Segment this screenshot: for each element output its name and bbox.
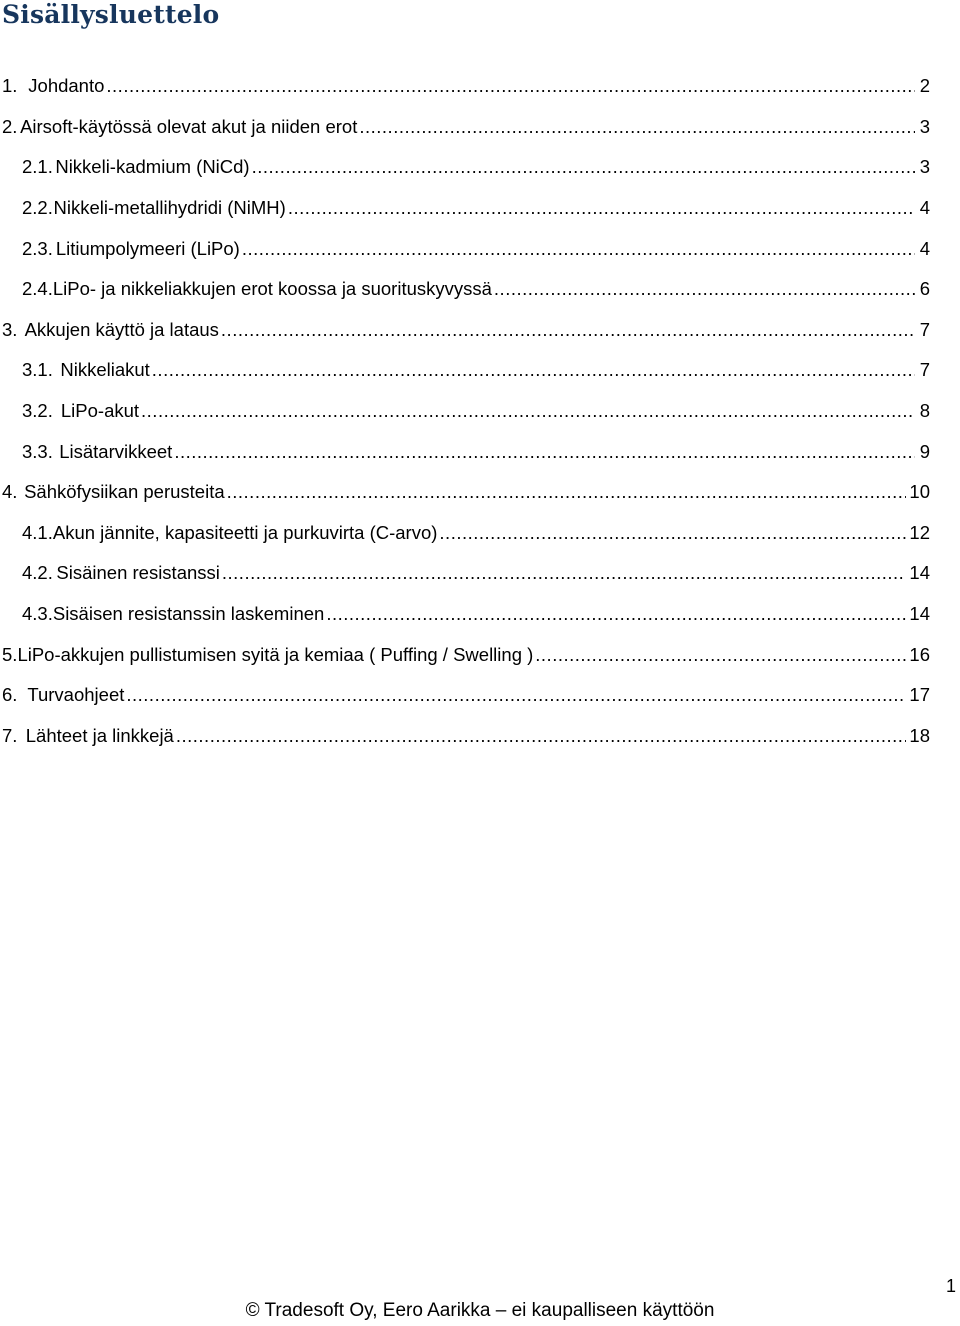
- toc-entry-page: 3: [919, 115, 930, 137]
- toc-dot-leader: [221, 319, 915, 341]
- toc-entry[interactable]: [0, 594, 930, 635]
- toc-entry-title: LiPo- ja nikkeliakkujen erot koossa ja suorituskyvyssä: [52, 278, 492, 300]
- toc-entry[interactable]: [0, 716, 930, 757]
- toc-entry-page: 18: [909, 724, 930, 746]
- toc-entry-number: 6.: [2, 684, 18, 706]
- toc-entry-number: 3.1.: [22, 359, 53, 381]
- toc-entry[interactable]: [0, 310, 930, 351]
- toc-entry-number: 2.2.: [22, 197, 53, 219]
- toc-entry[interactable]: [0, 269, 930, 310]
- toc-entry-page: 8: [919, 400, 930, 422]
- toc-entry[interactable]: [0, 675, 930, 716]
- toc-entry-page: 3: [919, 156, 930, 178]
- toc-entry[interactable]: [0, 350, 930, 391]
- toc-entry-page: 4: [919, 237, 930, 259]
- toc-entry-number: 3.2.: [22, 400, 53, 422]
- toc-entry-number: 2.: [2, 115, 18, 137]
- toc-dot-leader: [106, 75, 915, 97]
- toc-entry-number: 7.: [2, 724, 18, 746]
- toc-entry-page: 7: [919, 359, 930, 381]
- toc-dot-leader: [126, 684, 906, 706]
- toc-entry-number: 2.3.: [22, 237, 53, 259]
- toc-entry-title: Sähköfysiikan perusteita: [24, 481, 225, 503]
- toc-entry-page: 10: [909, 481, 930, 503]
- toc-dot-leader: [174, 441, 915, 463]
- toc-entry[interactable]: [0, 228, 930, 269]
- toc-entry-page: 4: [919, 197, 930, 219]
- toc-entry[interactable]: [0, 391, 930, 432]
- toc-entry-title: Akkujen käyttö ja lataus: [24, 318, 219, 340]
- toc-entry-title: LiPo-akut: [60, 400, 140, 422]
- toc-entry-title: Johdanto: [28, 75, 105, 97]
- toc-dot-leader: [359, 116, 915, 138]
- toc-entry-title: Litiumpolymeeri (LiPo): [55, 237, 240, 259]
- toc-entry-number: 5.: [2, 643, 18, 665]
- toc-entry-number: 4.1.: [22, 521, 53, 543]
- toc-entry[interactable]: [0, 634, 930, 675]
- toc-entry-page: 17: [909, 684, 930, 706]
- toc-entry-title: Lisätarvikkeet: [59, 440, 173, 462]
- toc-dot-leader: [494, 278, 915, 300]
- toc-dot-leader: [222, 562, 907, 584]
- toc-entry[interactable]: [0, 66, 930, 107]
- toc-entry[interactable]: [0, 513, 930, 554]
- toc-entry-title: Airsoft-käytössä olevat akut ja niiden erot: [20, 115, 358, 137]
- toc-entry[interactable]: [0, 431, 930, 472]
- toc-entry-number: 2.4.: [22, 278, 53, 300]
- toc-entry-number: 4.3.: [22, 603, 53, 625]
- toc-entry-number: 3.3.: [22, 440, 53, 462]
- toc-entry-title: Akun jännite, kapasiteetti ja purkuvirta (C-arvo): [52, 521, 438, 543]
- toc-dot-leader: [326, 603, 906, 625]
- toc-entry-page: 2: [919, 75, 930, 97]
- toc-entry-number: 4.: [2, 481, 18, 503]
- toc-entry-title: Sisäisen resistanssin laskeminen: [52, 603, 325, 625]
- footer-text: Tradesoft Oy, Eero Aarikka – ei kaupalliseen käyttöön: [264, 1300, 715, 1321]
- toc-dot-leader: [535, 644, 906, 666]
- toc-entry-page: 14: [909, 562, 930, 584]
- toc-entry-page: 14: [909, 603, 930, 625]
- table-of-contents: [0, 66, 930, 756]
- toc-dot-leader: [252, 156, 915, 178]
- toc-entry-title: Sisäinen resistanssi: [56, 562, 220, 584]
- toc-entry[interactable]: [0, 147, 930, 188]
- toc-entry-page: 9: [919, 440, 930, 462]
- toc-entry-page: 12: [909, 521, 930, 543]
- toc-entry-title: Nikkeli-kadmium (NiCd): [55, 156, 250, 178]
- toc-entry-title: Lähteet ja linkkejä: [25, 724, 174, 746]
- copyright-icon: ©: [245, 1300, 260, 1321]
- toc-entry[interactable]: [0, 472, 930, 513]
- toc-entry-number: 4.2.: [22, 562, 53, 584]
- toc-entry-title: Nikkeli-metallihydridi (NiMH): [53, 197, 286, 219]
- toc-entry-page: 7: [919, 318, 930, 340]
- toc-entry-page: 6: [919, 278, 930, 300]
- toc-entry[interactable]: [0, 188, 930, 229]
- toc-entry-page: 16: [909, 643, 930, 665]
- toc-dot-leader: [141, 400, 915, 422]
- toc-entry-number: 2.1.: [22, 156, 53, 178]
- toc-entry[interactable]: [0, 553, 930, 594]
- toc-dot-leader: [152, 359, 915, 381]
- page-title: Sisällysluettelo: [2, 0, 220, 29]
- toc-dot-leader: [242, 238, 915, 260]
- toc-entry-title: Nikkeliakut: [60, 359, 150, 381]
- toc-dot-leader: [176, 725, 907, 747]
- toc-dot-leader: [439, 522, 906, 544]
- toc-entry-title: LiPo-akkujen pullistumisen syitä ja kemiaa ( Puffing / Swelling ): [17, 643, 534, 665]
- footer: [0, 1300, 960, 1322]
- toc-dot-leader: [227, 481, 907, 503]
- toc-entry-number: 3.: [2, 318, 18, 340]
- page-number: 1: [945, 1276, 956, 1296]
- toc-dot-leader: [288, 197, 915, 219]
- toc-entry-number: 1.: [2, 75, 18, 97]
- toc-entry[interactable]: [0, 107, 930, 148]
- toc-entry-title: Turvaohjeet: [27, 684, 125, 706]
